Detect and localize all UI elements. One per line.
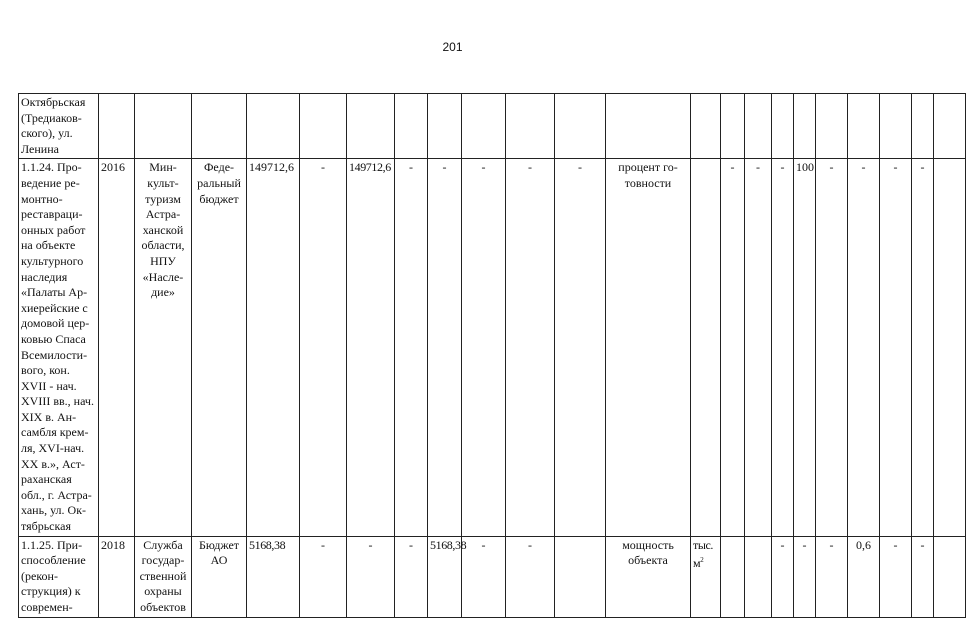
cell-v2014: - xyxy=(300,536,347,617)
cell-i2015 xyxy=(772,94,794,159)
budget-table xyxy=(18,93,966,618)
table-row xyxy=(19,94,966,159)
unit-text: тыс. м xyxy=(693,537,714,571)
cell-year: 2018 xyxy=(99,536,135,617)
table-row xyxy=(19,159,966,536)
cell-i2014 xyxy=(745,94,772,159)
cell-year: 2016 xyxy=(99,159,135,536)
cell-v2015: 149712,6 xyxy=(347,159,395,536)
cell-v2015: - xyxy=(347,536,395,617)
cell-v2020 xyxy=(555,94,606,159)
cell-v2015 xyxy=(347,94,395,159)
cell-total: 5168,38 xyxy=(247,536,300,617)
cell-v2018 xyxy=(462,94,506,159)
cell-v2020 xyxy=(555,536,606,617)
cell-name: 1.1.24. Про-ведение ре-монтно-реставраци-онных работ на объекте культурного наследия «Палаты Ар-хиерейские с домовой цер-ковью Спаса Всемилости-вого, кон. XVII - нач. XVIII вв., нач. XIX в. Ан-самбля крем-ля, XVI-нач. XX в.», Аст-раханская обл., г. Астра-хань, ул. Ок-тябрьская xyxy=(19,159,99,536)
cell-i2017: - xyxy=(816,536,848,617)
cell-i2016: 100 xyxy=(794,159,816,536)
cell-unit xyxy=(691,94,721,159)
cell-i2014 xyxy=(745,536,772,617)
cell-i2018: - xyxy=(848,159,880,536)
cell-name: 1.1.25. При-способление (рекон-струкция) к современ- xyxy=(19,536,99,617)
cell-source: Феде-ральный бюджет xyxy=(192,159,247,536)
cell-i2016: - xyxy=(794,536,816,617)
cell-i2016 xyxy=(794,94,816,159)
cell-indicator xyxy=(606,94,691,159)
cell-i2015: - xyxy=(772,536,794,617)
cell-unit xyxy=(691,536,721,617)
cell-v2019: - xyxy=(506,159,555,536)
cell-v2014: - xyxy=(300,159,347,536)
cell-v2016 xyxy=(395,94,428,159)
cell-i2020: - xyxy=(912,536,934,617)
cell-v2018: - xyxy=(462,159,506,536)
cell-i2014: - xyxy=(745,159,772,536)
cell-v2020: - xyxy=(555,159,606,536)
cell-indicator: мощность объекта xyxy=(606,536,691,617)
cell-v2018: - xyxy=(462,536,506,617)
table-row xyxy=(19,536,966,617)
cell-executor: Служба государ-ственной охраны объектов xyxy=(135,536,192,617)
cell-source: Бюджет АО xyxy=(192,536,247,617)
cell-i2017 xyxy=(816,94,848,159)
cell-executor: Мин-культ-туризм Астра-ханской области, НПУ «Насле-дие» xyxy=(135,159,192,536)
cell-empty xyxy=(934,536,966,617)
cell-v2014 xyxy=(300,94,347,159)
cell-indicator: процент го-товности xyxy=(606,159,691,536)
cell-i2013 xyxy=(721,536,745,617)
cell-i2015: - xyxy=(772,159,794,536)
cell-v2017 xyxy=(428,94,462,159)
cell-i2018: 0,6 xyxy=(848,536,880,617)
cell-i2019 xyxy=(880,94,912,159)
cell-v2016: - xyxy=(395,159,428,536)
cell-v2019: - xyxy=(506,536,555,617)
cell-i2019: - xyxy=(880,536,912,617)
cell-i2020: - xyxy=(912,159,934,536)
cell-source xyxy=(192,94,247,159)
cell-i2013: - xyxy=(721,159,745,536)
cell-i2017: - xyxy=(816,159,848,536)
cell-executor xyxy=(135,94,192,159)
cell-v2017: - xyxy=(428,159,462,536)
cell-v2016: - xyxy=(395,536,428,617)
cell-v2017: 5168,38 xyxy=(428,536,462,617)
cell-i2020 xyxy=(912,94,934,159)
cell-empty xyxy=(934,159,966,536)
cell-unit xyxy=(691,159,721,536)
cell-empty xyxy=(934,94,966,159)
cell-year xyxy=(99,94,135,159)
cell-i2019: - xyxy=(880,159,912,536)
cell-total: 149712,6 xyxy=(247,159,300,536)
cell-i2013 xyxy=(721,94,745,159)
cell-i2018 xyxy=(848,94,880,159)
unit-superscript: 2 xyxy=(700,556,704,565)
cell-total xyxy=(247,94,300,159)
cell-name: Октябрьская (Тредиаков-ского), ул. Ленина xyxy=(19,94,99,159)
page-number: 201 xyxy=(442,40,463,54)
cell-v2019 xyxy=(506,94,555,159)
